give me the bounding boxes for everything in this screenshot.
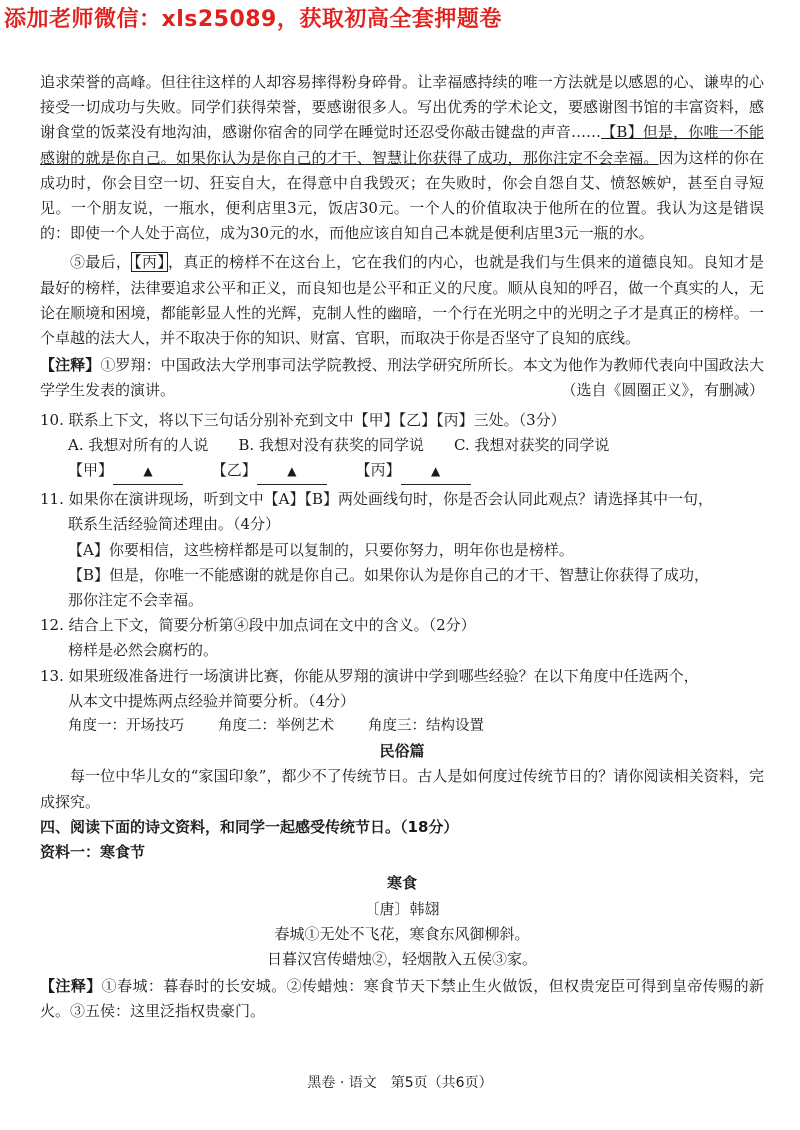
question-11-stem-cont: 联系生活经验简述理由。（4分） (68, 515, 281, 534)
question-13-angles (40, 714, 764, 739)
underlined-sentence-b: 但是，你唯一不能感谢的就是你自己。如果你认为是你自己的才干、智慧让你获得了成功，那你注定不会幸福。 (40, 123, 764, 167)
question-13-stem-cont: 从本文中提炼两点经验并简要分析。（4分） (68, 691, 356, 710)
question-11-sentence-b-cont: 那你注定不会幸福。 (68, 591, 204, 610)
angle-2: 角度二：举例艺术 (218, 718, 334, 735)
poem-title: 寒食 (386, 874, 417, 893)
answer-blank-yi[interactable]: ▲ (257, 458, 327, 485)
option-c: C. 我想对获奖的同学说 (453, 435, 610, 454)
blank-bing: 【丙】 (131, 252, 168, 272)
question-12-sentence: 榜样是必然会腐朽的。 (68, 641, 219, 660)
answer-blank-jia[interactable]: ▲ (113, 458, 183, 485)
slot-bing-label: 【丙】 (355, 461, 401, 480)
option-b: B. 我想对没有获奖的同学说 (238, 435, 424, 454)
annotation-1: 【注释】①罗翔：中国政法大学刑事司法学院教授、刑法学研究所所长。本文为他作为教师代表向中国政法大学学生发表的演讲。 （选自《圆圈正义》，有删减） (40, 353, 764, 403)
angle-3: 角度三：结构设置 (368, 718, 484, 735)
question-10-stem: 10. 联系上下文，将以下三句话分别补充到文中【甲】【乙】【丙】三处。（3分） (40, 410, 566, 429)
passage-paragraph-4-end: 追求荣誉的高峰。但往往这样的人却容易摔得粉身碎骨。让幸福感持续的唯一方法就是以感恩的心、谦卑的心接受一切成功与失败。同学们获得荣誉，要感谢很多人。写出优秀的学术论文，要感谢图书馆的丰富资料，感谢食堂的饭菜没有地沟油，感谢你宿舍的同学在睡觉时还忍受你敲击键盘的声音……【B】但是，你唯一不能感谢的就是你自己。如果你认为是你自己的才干、智慧让你获得了成功，那你注定不会幸福。因为这样的你在成功时，你会目空一切、狂妄自大，在得意中自我毁灭；在失败时，你会自怨自艾、愤怒嫉妒，甚至自寻短见。一个朋友说，一瓶水，便利店里3元，饭店30元。一个人的价值取决于他所在的位置。我认为这是错误的：即使一个人处于高位，成为30元的水，而他应该自知自己本就是便利店里3元一瓶的水。 (40, 73, 764, 243)
source-citation: （选自《圆圈正义》，有删减） (561, 381, 764, 400)
question-11-stem: 11. 如果你在演讲现场，听到文中【A】【B】两处画线句时，你是否会认同此观点？请选择其中一句， (40, 490, 713, 509)
passage-paragraph-5: ⑤最后， 【丙】 ，真正的榜样不在这台上，它在我们的内心，也就是我们与生俱来的道德良知。良知才是最好的榜样，法律要追求公平和正义，而良知也是公平和正义的尺度。顺从良知的呼召，做一个真实的人，无论在顺境和困境，都能彰显人性的光辉，克制人性的幽暗，一个行在光明之中的光明之子才是真正的榜样。一个卓越的法大人，并不取决于你的知识、财富、官职，而取决于你是否坚守了良知的底线。 (40, 253, 764, 348)
question-12-stem: 12. 结合上下文，简要分析第④段中加点词在文中的含义。（2分） (40, 616, 476, 635)
slot-jia-label: 【甲】 (68, 461, 114, 480)
folk-section-title: 民俗篇 (379, 742, 425, 761)
marker-b: 【B】 (601, 123, 643, 142)
question-11-sentence-b: 【B】但是，你唯一不能感谢的就是你自己。如果你认为是你自己的才干、智慧让你获得了成功， (68, 565, 710, 584)
folk-intro: 每一位中华儿女的“家国印象”，都少不了传统节日。古人是如何度过传统节日的？请你阅读相关资料，完成探究。 (40, 767, 764, 811)
question-13-stem: 13. 如果班级准备进行一场演讲比赛，你能从罗翔的演讲中学到哪些经验？在以下角度中任选两个， (40, 666, 699, 685)
poem-line-1: 春城①无处不飞花，寒食东风御柳斜。 (274, 924, 530, 943)
poem-line-2: 日暮汉宫传蜡烛②，轻烟散入五侯③家。 (266, 949, 537, 968)
question-10-options (40, 433, 764, 458)
promo-banner: 添加老师微信：xls25089，获取初高全套押题卷 (4, 7, 502, 32)
annotation-2: 【注释】①春城：暮春时的长安城。②传蜡烛：寒食节天下禁止生火做饭，但权贵宠臣可得到皇帝传赐的新火。③五侯：这里泛指权贵豪门。 (40, 977, 764, 1021)
question-11-sentence-a: 【A】你要相信，这些榜样都是可以复制的，只要你努力，明年你也是榜样。 (68, 540, 574, 559)
page-footer: 黑卷 · 语文 第5页（共6页） (307, 1075, 493, 1091)
section-4-heading: 四、阅读下面的诗文资料，和同学一起感受传统节日。（18分） (40, 817, 459, 836)
material-1-heading: 资料一：寒食节 (40, 843, 146, 862)
page-content (40, 70, 764, 1025)
poem-author: 〔唐〕韩翃 (364, 899, 440, 918)
answer-blank-bing[interactable]: ▲ (401, 458, 471, 485)
option-a: A. 我想对所有的人说 (68, 435, 209, 454)
angle-1: 角度一：开场技巧 (68, 718, 184, 735)
question-10-answer-slots (40, 458, 764, 485)
slot-yi-label: 【乙】 (211, 461, 257, 480)
